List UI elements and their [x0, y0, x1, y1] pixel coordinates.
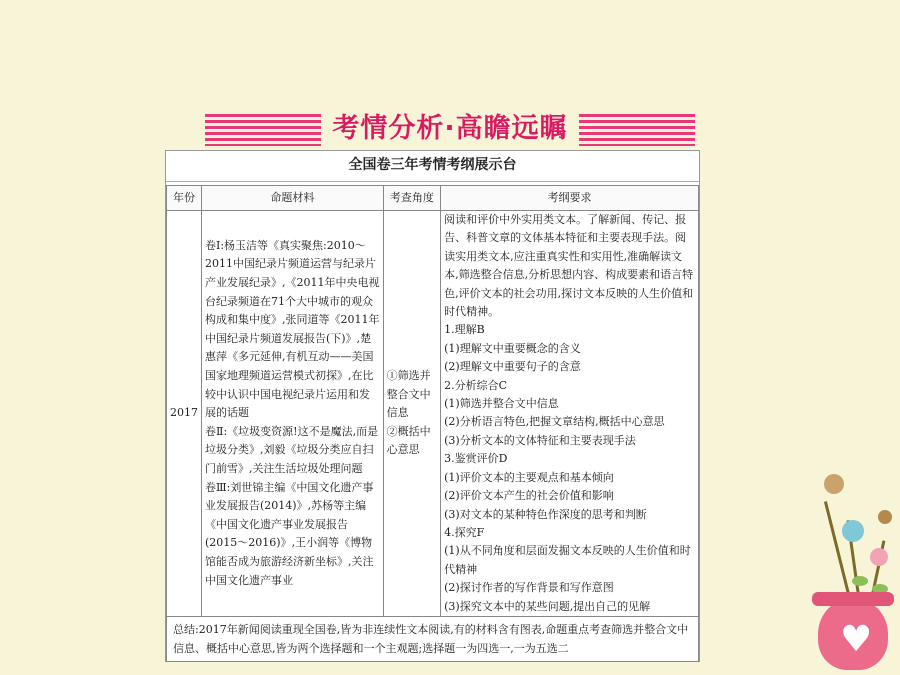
requirements-cell: [441, 211, 699, 617]
requirement-item: (3)对文本的某种特色作深度的思考和判断: [444, 507, 647, 521]
requirement-item: (3)分析文本的文体特征和主要表现手法: [444, 433, 636, 447]
requirement-item: (1)从不同角度和层面发掘文本反映的人生价值和时代精神: [444, 544, 691, 576]
material-paper-3: 卷Ⅲ:刘世锦主编《中国文化遗产事业发展报告(2014)》,苏杨等主编《中国文化遗产事业发展报告(2015～2016)》,王小润等《博物馆能否成为旅游经济新坐标》,关注中国文化遗产事业: [205, 480, 374, 587]
angle-item: ②概括中心意思: [386, 424, 431, 457]
section-banner: [205, 108, 695, 150]
requirement-item: (1)筛选并整合文中信息: [444, 397, 559, 411]
requirement-item: 3.鉴赏评价D: [444, 452, 508, 466]
header-year: 年份: [167, 186, 202, 211]
material-cell: [202, 211, 384, 617]
box-title: 全国卷三年考情考纲展示台: [166, 151, 699, 182]
flower-icon: [824, 474, 844, 494]
banner-title: 考情分析·高瞻远瞩: [321, 108, 579, 150]
flower-icon: [870, 548, 888, 566]
header-angle: 考查角度: [383, 186, 440, 211]
requirement-item: (3)探究文本中的某些问题,提出自己的见解: [444, 599, 651, 613]
requirement-item: (2)理解文中重要句子的含意: [444, 360, 581, 374]
angle-cell: [383, 211, 440, 617]
header-material: 命题材料: [202, 186, 384, 211]
summary-row: [167, 616, 699, 661]
plant-stem: [824, 501, 851, 599]
banner-stripes-right: [575, 114, 695, 146]
requirement-intro: 阅读和评价中外实用类文本。了解新闻、传记、报告、科普文章的文体基本特征和主要表现手法。阅读实用类文本,应注重真实性和实用性,准确解读文本,筛选整合信息,分析思想内容、构成要素和语言特色,评价文本的社会功用,探讨文本反映的人生价值和时代精神。: [444, 213, 694, 319]
heart-icon: ♥: [840, 619, 873, 660]
banner-stripes-left: [205, 114, 325, 146]
angle-item: ①筛选并整合文中信息: [386, 368, 431, 420]
material-paper-2: 卷Ⅱ:《垃圾变资源!这不是魔法,而是垃圾分类》,刘毅《垃圾分类应自扫门前雪》,关注生活垃圾处理问题: [205, 424, 379, 475]
requirement-item: 4.探究F: [444, 525, 485, 539]
requirement-item: (2)探讨作者的写作背景和写作意图: [444, 581, 614, 595]
requirement-item: (2)分析语言特色,把握文章结构,概括中心意思: [444, 415, 665, 429]
requirement-item: 2.分析综合C: [444, 378, 508, 392]
requirement-item: (2)评价文本产生的社会价值和影响: [444, 489, 614, 503]
exam-info-box: [165, 150, 700, 662]
header-requirements: 考纲要求: [441, 186, 699, 211]
leaf-icon: [852, 576, 868, 586]
table-header-row: [167, 186, 699, 211]
material-paper-1: 卷Ⅰ:杨玉洁等《真实聚焦:2010～2011中国纪录片频道运营与纪录片产业发展纪录》,《2011年中央电视台纪录频道在71个大中城市的观众构成和集中度》,张同道等《2011年中国纪录片频道发展报告(下)》,楚惠萍《多元延伸,有机互动——美国国家地理频道运营模式初探》,在比较中认识中国电视纪录片运用和发展的话题: [205, 238, 380, 420]
requirement-item: 1.理解B: [444, 323, 485, 337]
requirement-item: (1)理解文中重要概念的含义: [444, 341, 581, 355]
table-row: [167, 211, 699, 617]
flower-icon: [842, 520, 864, 542]
summary-cell: 总结:2017年新闻阅读重现全国卷,皆为非连续性文本阅读,有的材料含有图表,命题重点考查筛选并整合文中信息、概括中心意思,皆为两个选择题和一个主观题;选择题一为四选一,一为五选二: [167, 616, 699, 661]
year-cell: 2017: [167, 211, 202, 617]
exam-table: [166, 185, 699, 662]
flower-icon: [878, 510, 892, 524]
requirement-item: (1)评价文本的主要观点和基本倾向: [444, 470, 614, 484]
